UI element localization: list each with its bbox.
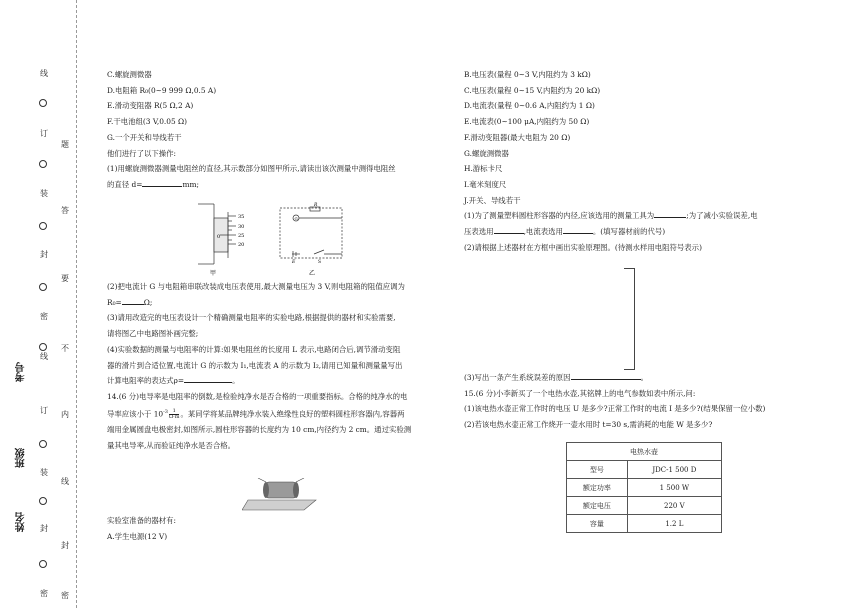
binding-dashed-line bbox=[76, 0, 77, 608]
q15-text: 15.(6 分)小李新买了一个电热水壶,其铭牌上的电气参数如表中所示,问: bbox=[464, 388, 696, 398]
circuit-r-label: R bbox=[314, 203, 318, 208]
binding-char: 题 bbox=[61, 140, 69, 149]
binding-char: 密 bbox=[40, 312, 48, 321]
q14-text: 量其电导率,从而验证纯净水是否合格。 bbox=[107, 440, 235, 450]
answer-blank[interactable] bbox=[654, 209, 686, 218]
binding-char: 密 bbox=[61, 591, 69, 600]
binding-char: 订 bbox=[40, 406, 48, 415]
q14-text: 14.(6 分)电导率是电阻率的倒数,是检验纯净水是否合格的一项重要指标。合格的纯净水的电 bbox=[107, 391, 408, 401]
equipment-item: G.一个开关和导线若干 bbox=[107, 132, 182, 142]
left-column-cont bbox=[107, 279, 452, 453]
q2-text: (2)把电流计 G 与电阻箱串联改装成电压表使用,最大测量电压为 3 V,则电阻箱的阻值应调为 bbox=[107, 282, 405, 291]
binding-char: 线 bbox=[61, 477, 69, 486]
q1-text: (1)用螺旋测微器测量电阻丝的直径,其示数部分如图甲所示,请读出该次测量中测得电阻丝 bbox=[107, 164, 396, 174]
micrometer-zero-label: 0 bbox=[217, 234, 221, 240]
equipment-item: C.电压表(量程 0~15 V,内阻约为 20 kΩ) bbox=[464, 85, 601, 95]
circuit-figure bbox=[280, 207, 342, 258]
circuit-e-label: E bbox=[292, 260, 296, 265]
q14-text: 导率应该小于 $10^{-3}$ $\frac{1}{\Omega\cdot m}$ 。某同学将某品牌纯净水装入绝缘性良好的塑料圆柱形容器内,容器两 bbox=[107, 407, 405, 420]
binding-hole-icon bbox=[39, 222, 47, 230]
q14-text: 端用金属圆盘电极密封,如图所示,圆柱形容器的长度约为 10 cm,内径约为 2 cm。通过实验测 bbox=[107, 424, 412, 434]
q14-2-text: (2)请根据上述器材在方框中画出实验原理图。(待测水样用电阻符号表示) bbox=[464, 242, 702, 252]
answer-box[interactable] bbox=[624, 268, 635, 370]
q15-text: (1)该电热水壶正常工作时的电压 U 是多少?正常工作时的电流 I 是多少?(结果保留一位小数) bbox=[464, 404, 766, 414]
equipment-heading: 实验室准备的器材有: bbox=[107, 516, 177, 525]
binding-char: 密 bbox=[40, 589, 48, 598]
binding-char: 装 bbox=[40, 468, 48, 477]
q3-text: 请将图乙中电路图补画完整; bbox=[107, 329, 199, 339]
binding-char: 订 bbox=[40, 129, 48, 138]
q14-1-text: (1)为了测量塑料圆柱形容器的内径,应该选用的测量工具为 ;为了减小实验误差,电 bbox=[464, 211, 758, 221]
equipment-item: F.滑动变阻器(最大电阻为 20 Ω) bbox=[464, 132, 571, 142]
binding-char: 要 bbox=[61, 274, 69, 283]
binding-hole-icon bbox=[39, 343, 47, 351]
binding-hole-icon bbox=[39, 99, 47, 107]
table-title: 电热水壶 bbox=[567, 443, 722, 461]
right-column bbox=[464, 67, 824, 255]
q14-3-text: (3)写出一条产生系统误差的原因 。 bbox=[464, 373, 648, 382]
circuit-s-label: S bbox=[318, 260, 322, 265]
binding-char: 封 bbox=[40, 524, 48, 533]
class-label: 班级 bbox=[16, 448, 27, 468]
instructions-text: 他们进行了以下操作: bbox=[107, 148, 177, 158]
equipment-item: G.螺旋测微器 bbox=[464, 148, 509, 158]
micrometer-tick-label: 30 bbox=[238, 224, 245, 230]
binding-hole-icon bbox=[39, 497, 47, 505]
binding-margin bbox=[0, 0, 80, 608]
binding-char: 线 bbox=[40, 69, 48, 78]
kettle-spec-table bbox=[566, 442, 722, 533]
equipment-item: E.电流表(0~100 μA,内阻约为 50 Ω) bbox=[464, 117, 590, 127]
micrometer-tick-label: 35 bbox=[238, 214, 245, 220]
binding-char: 封 bbox=[40, 250, 48, 259]
binding-char: 装 bbox=[40, 189, 48, 198]
table-row: 型号 JDC-1 500 D bbox=[567, 461, 722, 479]
equipment-list bbox=[107, 513, 452, 544]
left-column bbox=[107, 67, 452, 193]
answer-blank[interactable] bbox=[494, 225, 524, 234]
binding-hole-icon bbox=[39, 440, 47, 448]
binding-char: 不 bbox=[61, 344, 69, 353]
equipment-item: B.电压表(量程 0~3 V,内阻约为 3 kΩ) bbox=[464, 70, 591, 79]
binding-hole-icon bbox=[39, 160, 47, 168]
equipment-item: J.开关、导线若干 bbox=[464, 195, 521, 205]
micrometer-and-circuit-figure bbox=[196, 198, 356, 278]
binding-char: 线 bbox=[40, 352, 48, 361]
equipment-item: A.学生电源(12 V) bbox=[107, 531, 168, 541]
answer-blank[interactable] bbox=[142, 178, 182, 187]
equipment-item: D.电流表(量程 0~0.6 A,内阻约为 1 Ω) bbox=[464, 101, 595, 111]
water-container-figure bbox=[242, 478, 322, 512]
name-label: 姓名 bbox=[16, 512, 27, 532]
figure-yi-caption: 乙 bbox=[309, 270, 316, 277]
answer-blank[interactable] bbox=[122, 296, 144, 305]
table-row: 容量 1.2 L bbox=[567, 515, 722, 533]
equipment-item: I.毫米刻度尺 bbox=[464, 179, 507, 189]
binding-char: 内 bbox=[61, 410, 69, 419]
answer-blank[interactable] bbox=[563, 225, 593, 234]
q2-answer-line: R₀= Ω; bbox=[107, 297, 153, 307]
micrometer-tick-label: 25 bbox=[238, 233, 245, 239]
micrometer-tick-label: 20 bbox=[238, 242, 245, 248]
equipment-item: H.游标卡尺 bbox=[464, 164, 503, 174]
table-row: 额定功率 1 500 W bbox=[567, 479, 722, 497]
q4-text: 器的滑片到合适位置,电流计 G 的示数为 I₁,电流表 A 的示数为 I₂,请用已知量和测量量写出 bbox=[107, 360, 403, 370]
circuit-g-label: G bbox=[294, 216, 298, 221]
q3-text: (3)请用改造完的电压表设计一个精确测量电阻率的实验电路,根据提供的器材和实验需要, bbox=[107, 313, 396, 323]
equipment-item: D.电阻箱 R₀(0~9 999 Ω,0.5 A) bbox=[107, 85, 217, 95]
answer-blank[interactable] bbox=[571, 371, 641, 380]
answer-blank[interactable] bbox=[184, 374, 232, 383]
figure-jia-caption: 甲 bbox=[210, 270, 217, 277]
equipment-item: F.干电池组(3 V,0.05 Ω) bbox=[107, 117, 188, 127]
binding-char: 封 bbox=[61, 541, 69, 550]
q1-answer-line: 的直径 d= mm; bbox=[107, 179, 199, 189]
q14-1-text: 压表选用 ,电流表选用 。(填写器材前的代号) bbox=[464, 227, 666, 237]
q4-answer-line: 计算电阻率的表达式ρ= 。 bbox=[107, 376, 240, 386]
binding-hole-icon bbox=[39, 283, 47, 291]
exam-number-label: 考号 bbox=[16, 362, 27, 382]
table-row: 额定电压 220 V bbox=[567, 497, 722, 515]
q15-text: (2)若该电热水壶正常工作烧开一壶水用时 t=30 s,需消耗的电能 W 是多少? bbox=[464, 420, 713, 430]
binding-hole-icon bbox=[39, 560, 47, 568]
equipment-item: C.螺旋测微器 bbox=[107, 70, 152, 79]
binding-char: 答 bbox=[61, 206, 69, 215]
right-column-cont bbox=[464, 370, 824, 433]
equipment-item: E.滑动变阻器 R(5 Ω,2 A) bbox=[107, 101, 194, 111]
q4-text: (4)实验数据的测量与电阻率的计算:如果电阻丝的长度用 L 表示,电路闭合后,调节滑动变阻 bbox=[107, 344, 401, 354]
